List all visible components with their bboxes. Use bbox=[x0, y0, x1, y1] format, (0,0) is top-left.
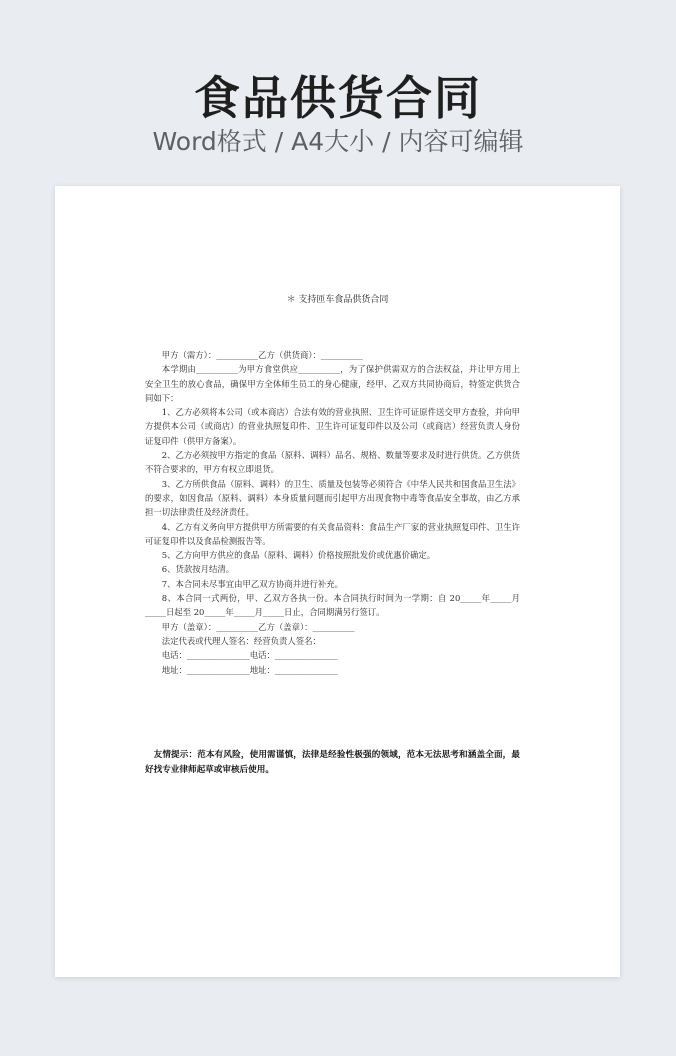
disclaimer-text: 友情提示：范本有风险，使用需谨慎，法律是经验性极强的领域，范本无法思考和涵盖全面，最好找专业律师起草或审核后使用。 bbox=[145, 750, 520, 775]
clause-6: 6、货款按月结清。 bbox=[161, 564, 235, 575]
parties-line: 甲方（需方）：__________乙方（供货商）：__________ bbox=[161, 350, 363, 360]
clause-5: 5、乙方向甲方供应的食品（原料、调料）价格按照批发价或优惠价确定。 bbox=[161, 550, 436, 561]
clause-7: 7、本合同未尽事宜由甲乙双方协商并进行补充。 bbox=[161, 578, 343, 589]
page-subtitle: Word格式 / A4大小 / 内容可编辑 bbox=[152, 127, 524, 156]
seal-line: 甲方（盖章）：__________乙方（盖章）：__________ bbox=[161, 621, 355, 632]
contract-body bbox=[145, 348, 520, 677]
clause-2: 2、乙方必须按甲方指定的食品（原料、调料）品名、规格、数量等要求及时进行供货。乙方供货不符合要求的，甲方有权立即退货。 bbox=[145, 450, 520, 475]
signature-line: 法定代表或代理人签名：经营负责人签名： bbox=[161, 635, 321, 646]
clause-1: 1、乙方必须将本公司（或本商店）合法有效的营业执照、卫生许可证原件送交甲方查验，并向甲方提供本公司（或商店）的营业执照复印件、卫生许可证复印件以及公司（或商店）经营负责人身份证复印件（供甲方备案）。 bbox=[145, 407, 520, 446]
clause-3: 3、乙方所供食品（原料、调料）的卫生、质量及包装等必须符合《中华人民共和国食品卫生法》的要求，如因食品（原料、调料）本身质量问题而引起甲方出现食物中毒等食品安全事故，由乙方承担一切法律责任及经济责任。 bbox=[145, 478, 520, 518]
address-line: 地址：_______________地址：_______________ bbox=[161, 664, 338, 675]
clause-8: 8、本合同一式两份，甲、乙双方各执一份。本合同执行时间为一学期：自 20_____年_____月_____日起至 20_____年_____月_____日止，合同期满另行签订。 bbox=[145, 593, 520, 618]
document-page bbox=[55, 186, 620, 977]
preamble-paragraph: 本学期由__________为甲方食堂供应__________，为了保护供需双方的合法权益，并让甲方用上安全卫生的放心食品，确保甲方全体师生员工的身心健康，经甲、乙双方共同协商后，特签定供货合同如下： bbox=[145, 364, 520, 403]
document-title: ＊ 支持匝车食品供货合同 bbox=[286, 295, 389, 305]
page-title: 食品供货合同 bbox=[194, 71, 482, 125]
disclaimer-notice bbox=[145, 748, 520, 778]
phone-line: 电话：_______________电话：_______________ bbox=[161, 650, 338, 661]
clause-4: 4、乙方有义务向甲方提供甲方所需要的有关食品资料：食品生产厂家的营业执照复印件、卫生许可证复印件以及食品检测报告等。 bbox=[145, 521, 520, 546]
